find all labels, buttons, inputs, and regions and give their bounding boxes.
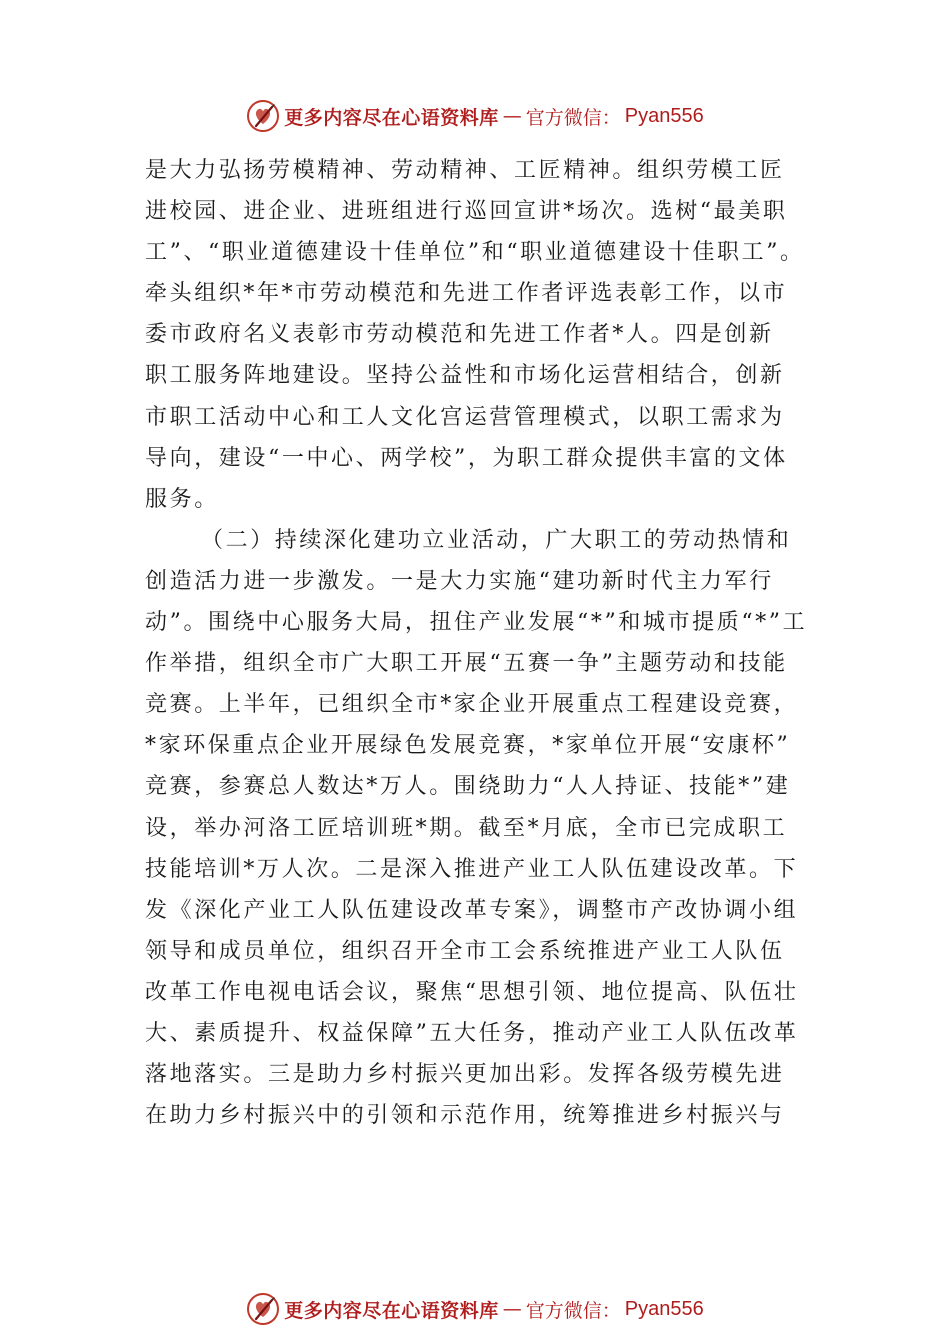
body-line-4: 牵头组织*年*市劳动模范和先进工作者评选表彰工作，以市	[145, 281, 788, 307]
body-line-3: 工”、“职业道德建设十佳单位”和“职业道德建设十佳职工”。	[145, 240, 805, 266]
header-wechat-id: Pyan556	[624, 104, 704, 127]
section-heading-line: （二）持续深化建功立业活动，广大职工的劳动热情和	[201, 527, 792, 553]
heart-pen-logo-icon	[246, 99, 280, 133]
body-line-14: 竞赛。上半年，已组织全市*家企业开展重点工程建设竞赛，	[145, 692, 799, 718]
body-line-12: 动”。围绕中心服务大局，扭住产业发展“*”和城市提质“*”工	[145, 610, 808, 636]
body-line-21: 改革工作电视电话会议，聚焦“思想引领、地位提高、队伍壮	[145, 979, 799, 1005]
body-line-6: 职工服务阵地建设。坚持公益性和市场化运营相结合，创新	[145, 363, 785, 389]
header-brand-text: 更多内容尽在心语资料库	[284, 106, 499, 129]
header-watermark-banner	[0, 94, 950, 138]
body-line-1: 是大力弘扬劳模精神、劳动精神、工匠精神。组织劳模工匠	[145, 158, 785, 183]
body-line-8: 导向，建设“一中心、两学校”，为职工群众提供丰富的文体	[145, 445, 788, 471]
body-line-15: *家环保重点企业开展绿色发展竞赛，*家单位开展“安康杯”	[145, 733, 791, 759]
body-line-17: 设，举办河洛工匠培训班*期。截至*月底，全市已完成职工	[145, 815, 788, 841]
body-line-2: 进校园、进企业、进班组进行巡回宣讲*场次。选树“最美职	[145, 199, 788, 225]
body-line-20: 领导和成员单位，组织召开全市工会系统推进产业工人队伍	[145, 938, 785, 964]
body-line-13: 作举措，组织全市广大职工开展“五赛一争”主题劳动和技能	[145, 651, 788, 677]
body-line-9: 服务。	[145, 486, 219, 512]
body-line-22: 大、素质提升、权益保障”五大任务，推动产业工人队伍改革	[145, 1020, 799, 1046]
body-line-24: 在助力乡村振兴中的引领和示范作用，统筹推进乡村振兴与	[145, 1103, 785, 1129]
footer-official-label: 官方微信：	[525, 1299, 621, 1322]
body-line-11: 创造活力进一步激发。一是大力实施“建功新时代主力军行	[145, 568, 774, 594]
body-line-5: 委市政府名义表彰市劳动模范和先进工作者*人。四是创新	[145, 322, 774, 348]
footer-wechat-id: Pyan556	[624, 1297, 704, 1320]
body-line-19: 发《深化产业工人队伍建设改革专案》，调整市产改协调小组	[145, 897, 799, 923]
footer-dash: —	[502, 1298, 522, 1320]
body-line-23: 落地落实。三是助力乡村振兴更加出彩。发挥各级劳模先进	[145, 1062, 785, 1088]
footer-brand-text: 更多内容尽在心语资料库	[284, 1299, 499, 1322]
document-body	[145, 150, 810, 1136]
header-dash: —	[502, 105, 522, 127]
heart-pen-logo-icon	[246, 1292, 280, 1326]
body-line-7: 市职工活动中心和工人文化宫运营管理模式，以职工需求为	[145, 404, 785, 430]
body-line-18: 技能培训*万人次。二是深入推进产业工人队伍建设改革。下	[145, 856, 799, 882]
header-official-label: 官方微信：	[525, 106, 621, 129]
footer-watermark-banner	[0, 1287, 950, 1331]
body-line-16: 竞赛，参赛总人数达*万人。围绕助力“人人持证、技能*”建	[145, 774, 791, 800]
